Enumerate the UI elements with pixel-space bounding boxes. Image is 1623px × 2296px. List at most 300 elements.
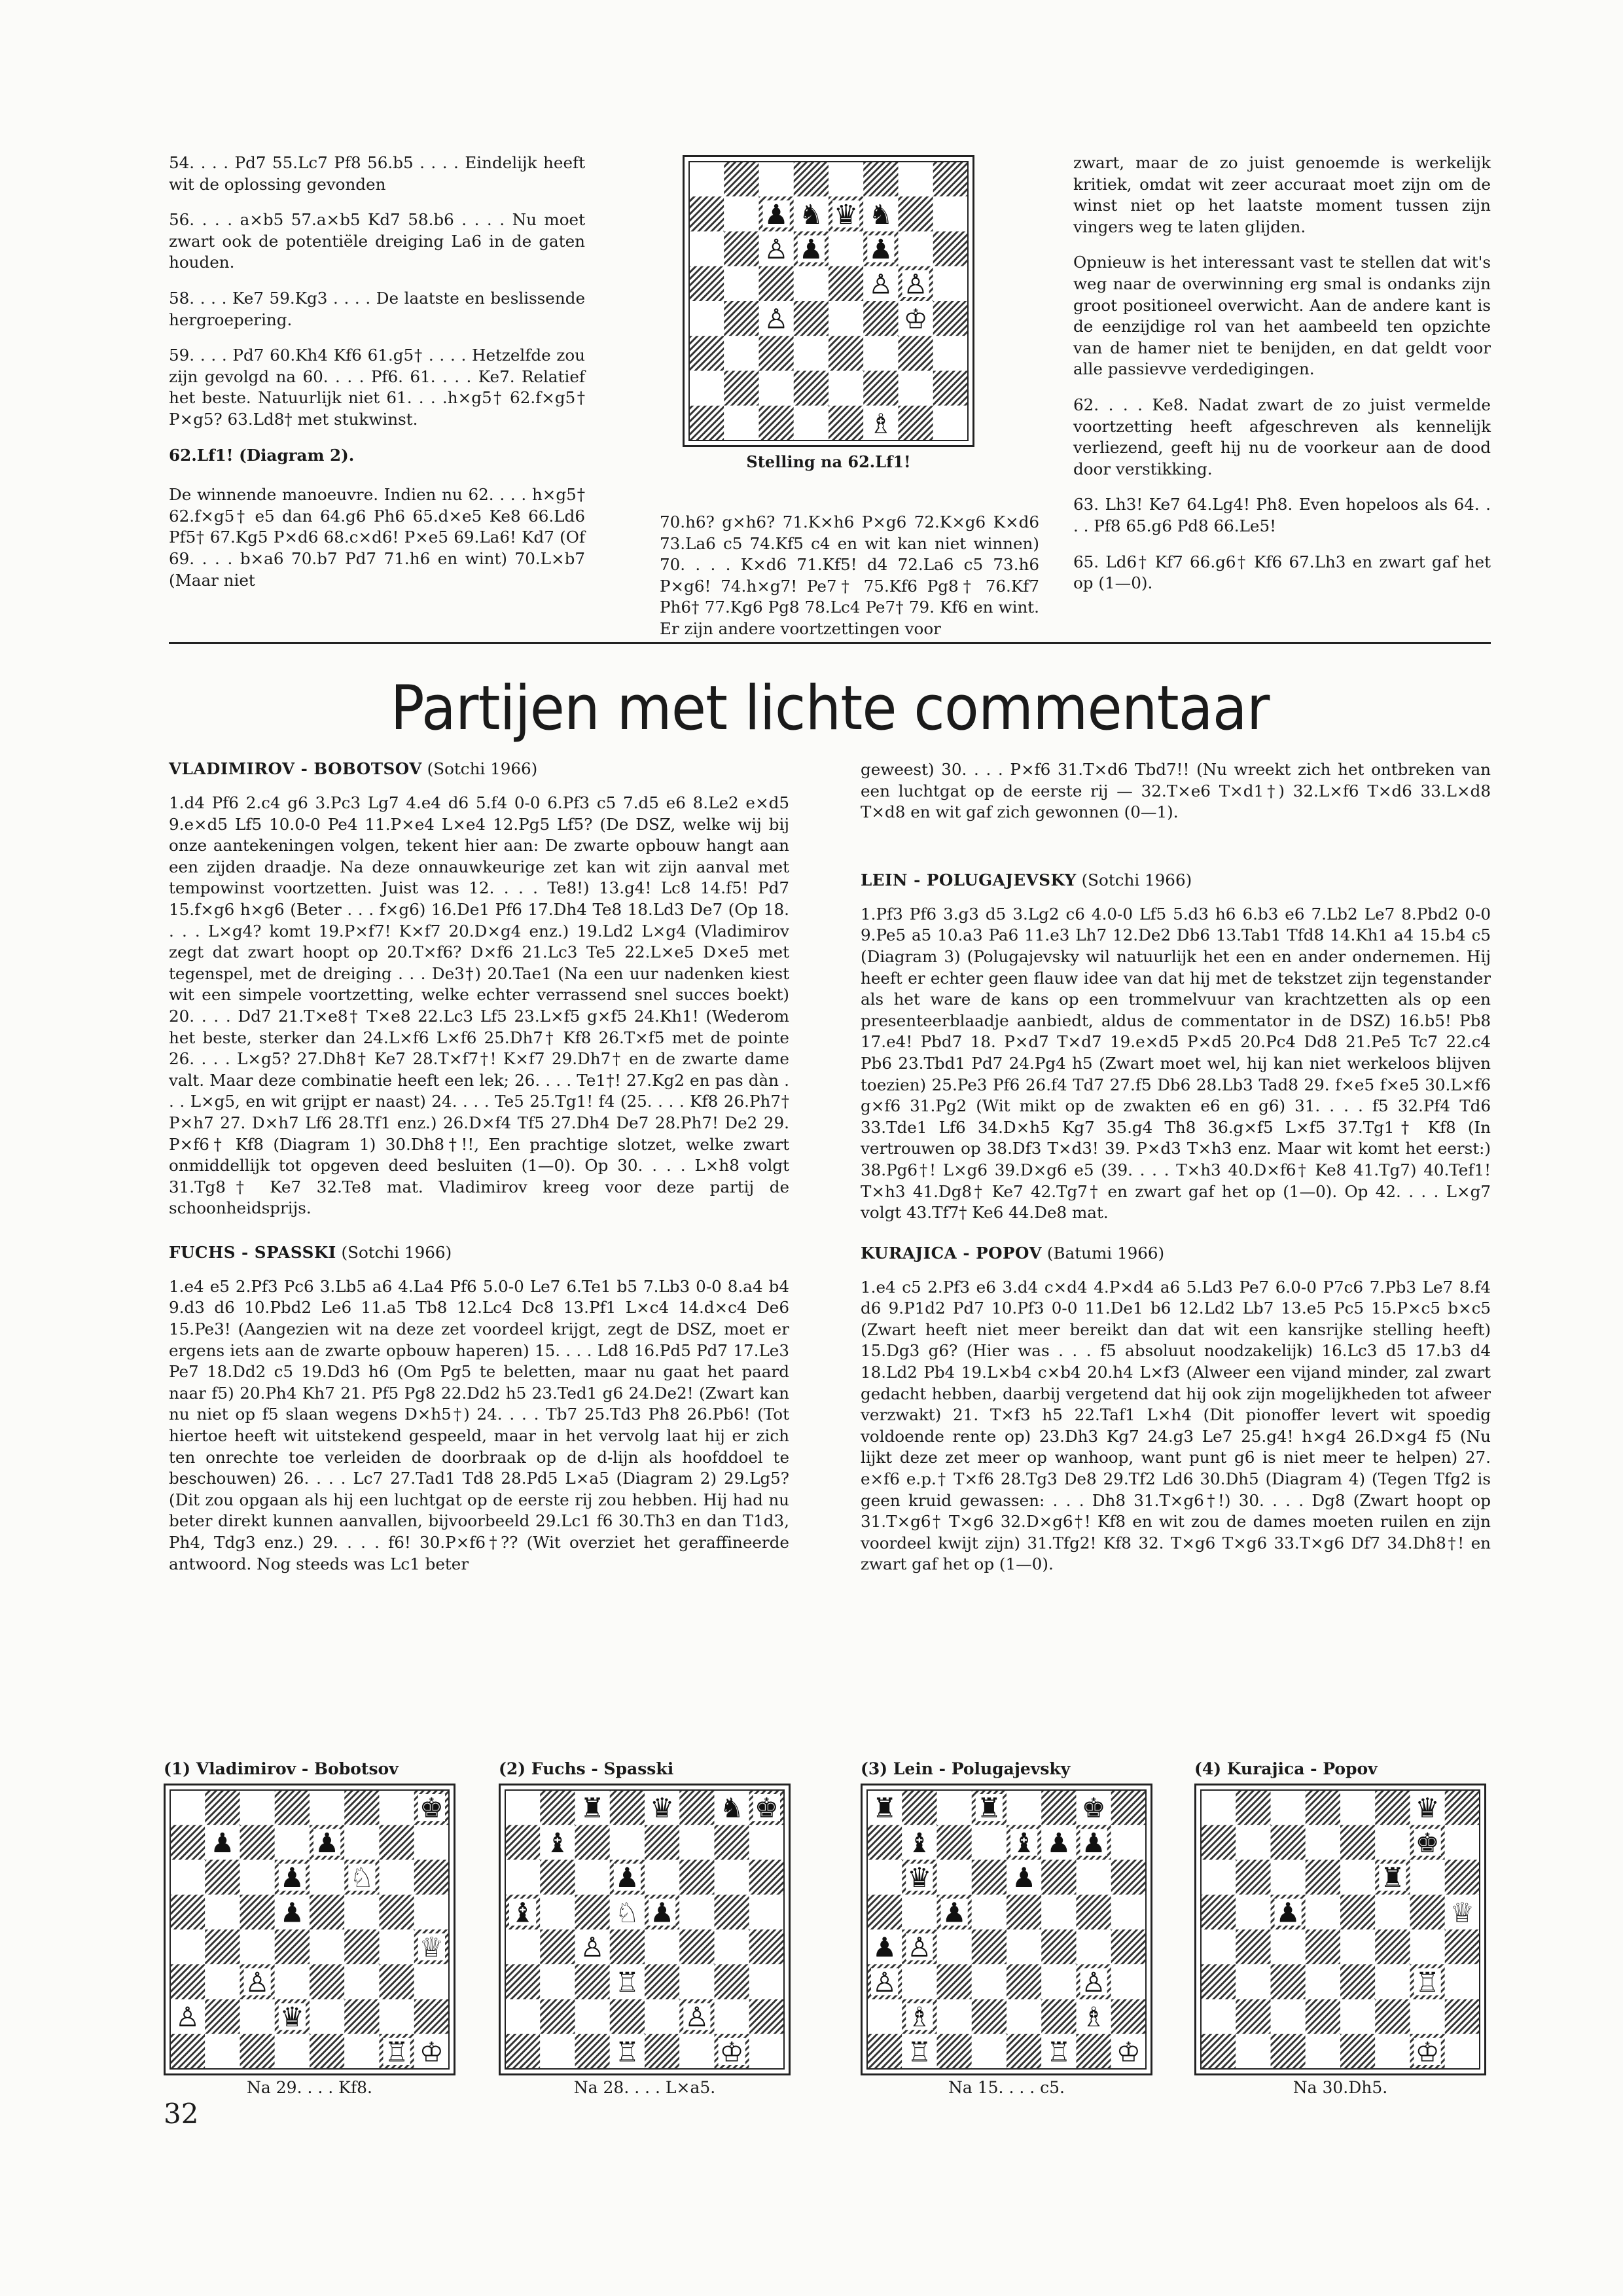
dark-square bbox=[1306, 1860, 1340, 1895]
light-square bbox=[310, 1860, 344, 1895]
dark-square bbox=[1236, 1929, 1270, 1964]
chess-piece-icon: ♕ bbox=[419, 1931, 444, 1964]
light-square bbox=[310, 1790, 344, 1825]
chess-board-2 bbox=[499, 1784, 791, 2075]
dark-square bbox=[1236, 1860, 1270, 1895]
dark-square bbox=[759, 266, 794, 301]
dark-square bbox=[829, 406, 863, 440]
light-square bbox=[679, 1964, 714, 1999]
top-column-middle bbox=[660, 512, 1039, 655]
chess-piece-icon: ♙ bbox=[245, 1965, 270, 1998]
dark-square bbox=[610, 1929, 645, 1964]
light-square bbox=[240, 1860, 275, 1895]
diagram-title: (1) Vladimirov - Bobotsov bbox=[164, 1759, 399, 1778]
light-square bbox=[899, 371, 933, 406]
light-square bbox=[380, 1790, 414, 1825]
chess-piece-icon: ♘ bbox=[349, 1861, 374, 1894]
light-square bbox=[380, 1929, 414, 1964]
diagram-2 bbox=[499, 1759, 791, 2097]
dark-square bbox=[575, 1964, 610, 1999]
light-square bbox=[867, 2000, 902, 2034]
dark-square bbox=[170, 1895, 205, 1929]
game-text: 1.Pf3 Pf6 3.g3 d5 3.Lg2 c6 4.0-0 Lf5 5.d3 h6 6.b3 e6 7.Lb2 Le7 8.Pbd2 0-0 9.Pe5 a5 10.a3 Pa6 11.e3 Lh7 12.De2 Db6 13.Tab1 Tfd8 14.Kh1 a4 15.b4 c5 (Diagram 3) (Polugajevsky wil natuurlijk het een en ander ondernemen. Hij heeft er echter geen flauw idee van dat hij met de tekstzet zijn tegenstander als het ware de kans op een trommelvuur van krachtzetten als op een presenteerblaadje aanbiedt, aldus de commentator in de DSZ) 16.b5! Pb8 17.e4! Pbd7 18. P×d7 T×d7 19.e×d5 P×d5 20.Pc4 Dd8 21.Pe5 Tc7 22.c4 Pb6 23.Tbd1 Pd7 24.Pg4 h5 (Zwart moet wel, hij kan niet werkeloos blijven toezien) 25.Pe3 Pf6 26.f4 Td7 27.f5 Db6 28.Lb3 Tad8 29. f×e5 f×e5 30.L×f6 g×f6 31.Pg2 (Wit mikt op de zwakten e6 en g6) 31. . . . f5 32.Pf4 Td6 33.Tde1 Lf6 34.D×h5 Kg7 35.g4 Th8 36.g×f5 L×f5 37.Tg1† Kf8 (In vertrouwen op 38.Df3 T×d3! 39. P×d3 T×h3 enz. Maar wit komt het eerst:) 38.Pg6†! L×g6 39.D×g6 e5 (39. . . . T×h3 40.D×f6† Ke8 41.Tg7) 40.Tef1! T×h3 41.Dg8† Ke7 42.Tg7† en zwart gaf het op (1—0). Op 42. . . . L×g7 volgt 43.Tf7† Ke6 44.De8 mat. bbox=[861, 904, 1491, 1223]
chess-piece-icon: ♝ bbox=[545, 1826, 570, 1859]
dark-square bbox=[1445, 1790, 1480, 1825]
light-square bbox=[724, 336, 758, 370]
light-square bbox=[689, 301, 724, 336]
chess-piece-icon: ♙ bbox=[903, 268, 928, 300]
dark-square bbox=[1375, 1929, 1410, 1964]
paragraph: 59. . . . Pd7 60.Kh4 Kf6 61.g5† . . . . Hetzelfde zou zijn gevolgd na 60. . . . Pf6. 61. . . . Ke7. Relatief het beste. Natuurlijk niet 61. . . .h×g5† 62.f×g5† P×g5? 63.Ld8† met stukwinst. bbox=[169, 346, 585, 429]
dark-square bbox=[575, 2034, 610, 2069]
chess-piece-icon: ♛ bbox=[1415, 1791, 1440, 1824]
light-square bbox=[899, 162, 933, 196]
light-square bbox=[414, 1825, 449, 1859]
dark-square bbox=[794, 301, 829, 336]
dark-square bbox=[937, 1825, 972, 1859]
chess-piece-icon: ♖ bbox=[384, 2036, 409, 2068]
chess-piece-icon: ♜ bbox=[872, 1791, 897, 1824]
paragraph: 62. . . . Ke8. Nadat zwart de zo juist vermelde voortzetting heeft afgeschreven als kennelijk verliezend, geeft hij nu de voorkeur aan de dood door verstikking. bbox=[1073, 395, 1491, 478]
dark-square bbox=[1445, 1929, 1480, 1964]
light-square bbox=[937, 1860, 972, 1895]
dark-square bbox=[724, 371, 758, 406]
dark-square bbox=[1271, 2034, 1306, 2069]
light-square bbox=[240, 2000, 275, 2034]
light-square bbox=[1340, 1860, 1375, 1895]
chess-piece-icon: ♜ bbox=[976, 1791, 1001, 1824]
page-heading: Partijen met lichte commentaar bbox=[390, 673, 1270, 744]
dark-square bbox=[829, 336, 863, 370]
chess-piece-icon: ♟ bbox=[1275, 1896, 1300, 1929]
dark-square bbox=[1445, 2000, 1480, 2034]
dark-square bbox=[240, 1825, 275, 1859]
chess-piece-icon: ♛ bbox=[650, 1791, 675, 1824]
dark-square bbox=[645, 1825, 679, 1859]
chess-piece-icon: ♟ bbox=[764, 198, 789, 230]
light-square bbox=[1445, 2034, 1480, 2069]
dark-square bbox=[1041, 1790, 1076, 1825]
chess-piece-icon: ♙ bbox=[764, 302, 789, 335]
dark-square bbox=[1111, 2000, 1146, 2034]
light-square bbox=[1340, 2000, 1375, 2034]
light-square bbox=[205, 1964, 240, 1999]
dark-square bbox=[380, 1895, 414, 1929]
light-square bbox=[1077, 1860, 1111, 1895]
dark-square bbox=[1201, 1964, 1236, 1999]
light-square bbox=[1375, 1825, 1410, 1859]
light-square bbox=[724, 266, 758, 301]
light-square bbox=[899, 232, 933, 266]
dark-square bbox=[1201, 1825, 1236, 1859]
dark-square bbox=[1077, 2034, 1111, 2069]
chess-piece-icon: ♟ bbox=[279, 1861, 304, 1894]
page-number: 32 bbox=[164, 2098, 199, 2130]
chess-board-3 bbox=[861, 1784, 1152, 2075]
light-square bbox=[1007, 2000, 1041, 2034]
dark-square bbox=[540, 1790, 575, 1825]
light-square bbox=[1111, 1964, 1146, 1999]
light-square bbox=[749, 2034, 784, 2069]
chess-piece-icon: ♟ bbox=[942, 1896, 967, 1929]
light-square bbox=[724, 406, 758, 440]
dark-square bbox=[972, 2000, 1007, 2034]
dark-square bbox=[715, 1825, 749, 1859]
chess-piece-icon: ♔ bbox=[719, 2036, 744, 2068]
light-square bbox=[863, 336, 898, 370]
paragraph: 62.Lf1! (Diagram 2). bbox=[169, 445, 355, 465]
dark-square bbox=[1201, 1895, 1236, 1929]
dark-square bbox=[1340, 1825, 1375, 1859]
diagram-caption: Na 29. . . . Kf8. bbox=[247, 2078, 372, 2097]
chess-board-1 bbox=[164, 1784, 455, 2075]
dark-square bbox=[867, 2034, 902, 2069]
chess-piece-icon: ♝ bbox=[907, 1826, 932, 1859]
dark-square bbox=[205, 1929, 240, 1964]
chess-piece-icon: ♗ bbox=[1081, 2001, 1106, 2034]
game-title: KURAJICA - POPOV (Batumi 1966) bbox=[861, 1243, 1165, 1263]
light-square bbox=[937, 2000, 972, 2034]
light-square bbox=[344, 1825, 379, 1859]
dark-square bbox=[899, 336, 933, 370]
light-square bbox=[829, 162, 863, 196]
light-square bbox=[679, 2034, 714, 2069]
dark-square bbox=[575, 1825, 610, 1859]
light-square bbox=[170, 1860, 205, 1895]
dark-square bbox=[749, 2000, 784, 2034]
light-square bbox=[1306, 1895, 1340, 1929]
chess-piece-icon: ♙ bbox=[872, 1965, 897, 1998]
chess-piece-icon: ♖ bbox=[1046, 2036, 1071, 2068]
paragraph: 65. Ld6† Kf7 66.g6† Kf6 67.Lh3 en zwart gaf het op (1—0). bbox=[1073, 552, 1491, 593]
game-title: VLADIMIROV - BOBOTSOV (Sotchi 1966) bbox=[169, 759, 538, 778]
dark-square bbox=[794, 371, 829, 406]
diagram-4 bbox=[1194, 1759, 1486, 2097]
light-square bbox=[1201, 1860, 1236, 1895]
paragraph: zwart, maar de zo juist genoemde is werkelijk kritiek, omdat wit zeer accuraat moet zijn om de winst niet op het laatste moment tussen zijn vingers weg te laten glijden. bbox=[1073, 153, 1491, 236]
dark-square bbox=[1410, 1895, 1445, 1929]
light-square bbox=[715, 1929, 749, 1964]
light-square bbox=[645, 1860, 679, 1895]
diagram-caption: Na 30.Dh5. bbox=[1293, 2078, 1388, 2097]
game-text: 1.e4 c5 2.Pf3 e6 3.d4 c×d4 4.P×d4 a6 5.Ld3 Pe7 6.0-0 P7c6 7.Pb3 Le7 8.f4 d6 9.P1d2 Pd7 10.Pf3 0-0 11.De1 b6 12.Ld2 Lb7 13.e5 Pc5 15.P×c5 b×c5 (Zwart heeft niet meer bereikt dan dat wit een kansrijke stelling heeft) 15.Dg3 g6? (Hier was . . . f5 absoluut noodzakelijk) 16.Lc3 d5 17.b3 d4 18.Ld2 Pb4 19.L×b4 c×b4 20.h4 L×f3 (Alweer een vijand minder, zal zwart gedacht hebben, daarbij vergetend dat hij ook zijn mogelijkheden tot afweer verzwakt) 21. T×f3 h5 22.Taf1 L×h4 (Dit pionoffer levert wit spoedig voldoende rente op) 23.Dh3 Kg7 24.g3 Le7 25.g4! h×g4 26.D×g4 f5 (Nu lijkt deze zet meer op wanhoop, want punt g6 is niet meer te helpen) 27. e×f6 e.p.† T×f6 28.Tg3 De8 29.Tf2 Ld6 30.Dh5 (Diagram 4) (Tegen Tfg2 is geen kruid gewassen: . . . Dh8 31.T×g6†!) 30. . . . Dg8 (Zwart hoopt op 31.T×g6† T×g6 32.D×g6†! Kf8 en wit zou de dames moeten ruilen en zijn voordeel kwijt zijn) 31.Tfg2! Kf8 32. T×g6 T×g6 33.T×g6 Df7 34.Dh8†! en zwart gaf het op (1—0). bbox=[861, 1277, 1491, 1574]
diagram-title: (2) Fuchs - Spasski bbox=[499, 1759, 674, 1778]
light-square bbox=[679, 1895, 714, 1929]
dark-square bbox=[505, 1964, 540, 1999]
dark-square bbox=[275, 1929, 310, 1964]
dark-square bbox=[1340, 2034, 1375, 2069]
light-square bbox=[540, 1895, 575, 1929]
paragraph: 56. . . . a×b5 57.a×b5 Kd7 58.b6 . . . . Nu moet zwart ook de potentiële dreiging La6 in de gaten houden. bbox=[169, 210, 585, 272]
light-square bbox=[540, 2034, 575, 2069]
diagram-3 bbox=[861, 1759, 1152, 2097]
light-square bbox=[1340, 1929, 1375, 1964]
chess-piece-icon: ♟ bbox=[798, 233, 823, 266]
dark-square bbox=[1236, 1790, 1270, 1825]
light-square bbox=[689, 162, 724, 196]
light-square bbox=[1271, 1929, 1306, 1964]
dark-square bbox=[645, 1964, 679, 1999]
dark-square bbox=[1007, 2034, 1041, 2069]
light-square bbox=[1375, 1895, 1410, 1929]
light-square bbox=[1111, 1895, 1146, 1929]
dark-square bbox=[540, 2000, 575, 2034]
dark-square bbox=[170, 1825, 205, 1859]
chess-piece-icon: ♛ bbox=[279, 2001, 304, 2034]
chess-piece-icon: ♜ bbox=[1380, 1861, 1405, 1894]
dark-square bbox=[1340, 1895, 1375, 1929]
chess-piece-icon: ♝ bbox=[1012, 1826, 1037, 1859]
light-square bbox=[1445, 1825, 1480, 1859]
light-square bbox=[414, 1895, 449, 1929]
light-square bbox=[759, 162, 794, 196]
dark-square bbox=[240, 2034, 275, 2069]
light-square bbox=[505, 1790, 540, 1825]
dark-square bbox=[1041, 1860, 1076, 1895]
dark-square bbox=[715, 1895, 749, 1929]
paragraph: 58. . . . Ke7 59.Kg3 . . . . De laatste en beslissende hergroepering. bbox=[169, 288, 585, 329]
lower-column-left bbox=[169, 759, 789, 1589]
dark-square bbox=[205, 1860, 240, 1895]
dark-square bbox=[759, 406, 794, 440]
chess-piece-icon: ♖ bbox=[615, 2036, 639, 2068]
light-square bbox=[829, 232, 863, 266]
dark-square bbox=[933, 162, 968, 196]
light-square bbox=[205, 1895, 240, 1929]
dark-square bbox=[205, 1790, 240, 1825]
light-square bbox=[310, 1929, 344, 1964]
dark-square bbox=[1111, 1860, 1146, 1895]
dark-square bbox=[867, 1825, 902, 1859]
dark-square bbox=[1271, 1825, 1306, 1859]
light-square bbox=[1271, 1860, 1306, 1895]
dark-square bbox=[380, 1964, 414, 1999]
dark-square bbox=[1077, 1895, 1111, 1929]
light-square bbox=[1271, 1790, 1306, 1825]
dark-square bbox=[829, 266, 863, 301]
board-caption: Stelling na 62.Lf1! bbox=[746, 452, 911, 471]
chess-piece-icon: ♗ bbox=[868, 407, 893, 440]
dark-square bbox=[170, 2034, 205, 2069]
chess-piece-icon: ♚ bbox=[754, 1791, 779, 1824]
light-square bbox=[344, 1964, 379, 1999]
chess-piece-icon: ♕ bbox=[1450, 1896, 1474, 1929]
chess-piece-icon: ♟ bbox=[279, 1896, 304, 1929]
dark-square bbox=[310, 1964, 344, 1999]
dark-square bbox=[724, 162, 758, 196]
light-square bbox=[794, 266, 829, 301]
chess-piece-icon: ♟ bbox=[650, 1896, 675, 1929]
chess-piece-icon: ♟ bbox=[1012, 1861, 1037, 1894]
top-board-figure bbox=[683, 155, 974, 471]
chess-piece-icon: ♛ bbox=[907, 1861, 932, 1894]
dark-square bbox=[505, 1825, 540, 1859]
dark-square bbox=[1375, 1790, 1410, 1825]
light-square bbox=[1445, 1964, 1480, 1999]
paragraph: 63. Lh3! Ke7 64.Lg4! Ph8. Even hopeloos als 64. . . . Pf8 65.g6 Pd8 66.Le5! bbox=[1073, 495, 1491, 535]
paragraph: De winnende manoeuvre. Indien nu 62. . . . h×g5† 62.f×g5† e5 dan 64.g6 Ph6 65.d×e5 Ke8 66.Ld6 Pf5† 67.Kg5 P×d6 68.c×d6! P×e5 69.La6! Kd7 (Of 69. . . . b×a6 70.b7 Pd7 71.h6 en wint) 70.L×b7 (Maar niet bbox=[169, 485, 585, 590]
dark-square bbox=[1236, 2000, 1270, 2034]
light-square bbox=[275, 1825, 310, 1859]
light-square bbox=[749, 1895, 784, 1929]
top-column-left bbox=[169, 152, 585, 605]
light-square bbox=[1201, 1790, 1236, 1825]
light-square bbox=[933, 196, 968, 231]
dark-square bbox=[679, 1860, 714, 1895]
light-square bbox=[749, 1825, 784, 1859]
dark-square bbox=[759, 336, 794, 370]
dark-square bbox=[1111, 1790, 1146, 1825]
chess-piece-icon: ♟ bbox=[615, 1861, 639, 1894]
dark-square bbox=[414, 2000, 449, 2034]
dark-square bbox=[414, 1860, 449, 1895]
dark-square bbox=[715, 1964, 749, 1999]
diagram-caption: Na 15. . . . c5. bbox=[948, 2078, 1065, 2097]
chess-board-top bbox=[683, 155, 974, 447]
dark-square bbox=[679, 1929, 714, 1964]
chess-piece-icon: ♙ bbox=[685, 2001, 709, 2034]
dark-square bbox=[575, 1895, 610, 1929]
chess-piece-icon: ♙ bbox=[1081, 1965, 1106, 1998]
dark-square bbox=[863, 162, 898, 196]
light-square bbox=[575, 1860, 610, 1895]
light-square bbox=[310, 2000, 344, 2034]
light-square bbox=[867, 1860, 902, 1895]
dark-square bbox=[645, 2034, 679, 2069]
chess-piece-icon: ♞ bbox=[719, 1791, 744, 1824]
light-square bbox=[689, 232, 724, 266]
chess-piece-icon: ♙ bbox=[907, 1931, 932, 1964]
dark-square bbox=[689, 336, 724, 370]
light-square bbox=[645, 2000, 679, 2034]
dark-square bbox=[1111, 1929, 1146, 1964]
light-square bbox=[829, 301, 863, 336]
dark-square bbox=[344, 1929, 379, 1964]
chess-piece-icon: ♖ bbox=[907, 2036, 932, 2068]
light-square bbox=[933, 336, 968, 370]
light-square bbox=[414, 1964, 449, 1999]
dark-square bbox=[344, 1790, 379, 1825]
light-square bbox=[1306, 1825, 1340, 1859]
dark-square bbox=[1306, 1790, 1340, 1825]
dark-square bbox=[933, 301, 968, 336]
diagram-1 bbox=[164, 1759, 455, 2097]
light-square bbox=[275, 1964, 310, 1999]
light-square bbox=[689, 371, 724, 406]
dark-square bbox=[240, 1895, 275, 1929]
paragraph: Opnieuw is het interessant vast te stellen dat wit's weg naar de overwinning erg smal is ondanks zijn groot positioneel overwicht. Aan de andere kant is de eenzijdige rol van het aambeeld ten opzichte van de hamer niet te benijden, en dat geldt voor alle passievve verdedigingen. bbox=[1073, 253, 1491, 379]
paragraph: 54. . . . Pd7 55.Lc7 Pf8 56.b5 . . . . Eindelijk heeft wit de oplossing gevonden bbox=[169, 153, 585, 194]
game-text: 1.d4 Pf6 2.c4 g6 3.Pc3 Lg7 4.e4 d6 5.f4 0-0 6.Pf3 c5 7.d5 e6 8.Le2 e×d5 9.e×d5 Lf5 10.0-0 Pe4 11.P×e4 L×e4 12.Pg5 Lf5? (De DSZ, welke wij bij onze aantekeningen volgen, tekent hier aan: De zwarte opbouw hangt aan een zijden draadje. Na deze onnauwkeurige zet kan wit zijn aanval met tempowinst voortzetten. Juist was 12. . . . Te8!) 13.g4! Lc8 14.f5! Pd7 15.f×g6 h×g6 (Beter . . . f×g6) 16.De1 Pf6 17.Dh4 Te8 18.Ld3 De7 (Op 18. . . . L×g4? komt 19.P×f7! K×f7 20.D×g4 enz.) 19.Ld2 L×g4 (Vladimirov zegt dat zwart hoopt op 20.T×f6? D×f6 21.Lc3 Te5 22.L×e5 D×e5 met tegenspel, met de dreiging . . . De3†) 20.Tae1 (Na een uur nadenken kiest wit een simpele voortzetting, welke echter verrassend snel succes boekt) 20. . . . Dd7 21.T×e8† T×e8 22.Lc3 Lf5 23.L×f5 g×f5 24.Kh1! (Wederom het beste, sterker dan 24.L×f6 L×f6 25.Dh7† Kf8 26.T×f5 met de pointe 26. . . . L×g5? 27.Dh8† Ke7 28.T×f7†! K×f7 29.Dh7† en de zwarte dame valt. Maar deze combinatie heeft een lek; 26. . . . Te1†! 27.Kg2 en pas dàn . . . L×g5, en wit grijpt er naast) 24. . . . Te5 25.Tg1! f4 (25. . . . Kf8 26.Ph7† P×h7 27. D×h7 Lf6 28.Tf1 enz.) 26.D×f4 Tf5 27.Dh4 De7 28.Ph7! De2 29. P×f6† Kf8 (Diagram 1) 30.Dh8†!!, Een prachtige slotzet, welke zwart onmiddellijk tot opgeven deed besluiten (1—0). Op 30. . . . L×h8 volgt 31.Tg8† Ke7 32.Te8 mat. Vladimirov kreeg voor deze partij de schoonheidsprijs. bbox=[169, 793, 789, 1218]
dark-square bbox=[380, 1825, 414, 1859]
dark-square bbox=[933, 371, 968, 406]
chess-piece-icon: ♖ bbox=[615, 1965, 639, 1998]
light-square bbox=[902, 1895, 936, 1929]
chess-piece-icon: ♘ bbox=[615, 1896, 639, 1929]
dark-square bbox=[1201, 2034, 1236, 2069]
dark-square bbox=[749, 1929, 784, 1964]
dark-square bbox=[937, 2034, 972, 2069]
light-square bbox=[902, 1964, 936, 1999]
dark-square bbox=[972, 1929, 1007, 1964]
light-square bbox=[505, 1929, 540, 1964]
light-square bbox=[1007, 1790, 1041, 1825]
chess-piece-icon: ♟ bbox=[868, 233, 893, 266]
chess-piece-icon: ♖ bbox=[1415, 1965, 1440, 1998]
light-square bbox=[1201, 2000, 1236, 2034]
dark-square bbox=[310, 2034, 344, 2069]
light-square bbox=[829, 371, 863, 406]
chess-piece-icon: ♟ bbox=[210, 1826, 235, 1859]
chess-piece-icon: ♟ bbox=[315, 1826, 340, 1859]
dark-square bbox=[1306, 2000, 1340, 2034]
light-square bbox=[937, 1929, 972, 1964]
light-square bbox=[540, 1964, 575, 1999]
light-square bbox=[794, 406, 829, 440]
dark-square bbox=[749, 1860, 784, 1895]
light-square bbox=[1201, 1929, 1236, 1964]
chess-piece-icon: ♔ bbox=[903, 302, 928, 335]
light-square bbox=[1041, 1964, 1076, 1999]
dark-square bbox=[1041, 2000, 1076, 2034]
light-square bbox=[972, 2034, 1007, 2069]
dark-square bbox=[937, 1964, 972, 1999]
chess-piece-icon: ♚ bbox=[419, 1791, 444, 1824]
light-square bbox=[1236, 2034, 1270, 2069]
light-square bbox=[1236, 1964, 1270, 1999]
game-title: LEIN - POLUGAJEVSKY (Sotchi 1966) bbox=[861, 870, 1192, 889]
light-square bbox=[937, 1790, 972, 1825]
dark-square bbox=[1375, 2000, 1410, 2034]
light-square bbox=[1410, 1860, 1445, 1895]
dark-square bbox=[689, 196, 724, 231]
light-square bbox=[724, 196, 758, 231]
chess-piece-icon: ♙ bbox=[764, 233, 789, 266]
chess-piece-icon: ♔ bbox=[1415, 2036, 1440, 2068]
chess-piece-icon: ♙ bbox=[868, 268, 893, 300]
chess-piece-icon: ♚ bbox=[1081, 1791, 1106, 1824]
light-square bbox=[1111, 1825, 1146, 1859]
chess-piece-icon: ♟ bbox=[1081, 1826, 1106, 1859]
dark-square bbox=[610, 1790, 645, 1825]
dark-square bbox=[899, 406, 933, 440]
dark-square bbox=[794, 162, 829, 196]
chess-board-4 bbox=[1194, 1784, 1486, 2075]
chess-piece-icon: ♟ bbox=[872, 1931, 897, 1964]
dark-square bbox=[899, 196, 933, 231]
light-square bbox=[240, 1929, 275, 1964]
dark-square bbox=[867, 1895, 902, 1929]
light-square bbox=[1375, 2034, 1410, 2069]
light-square bbox=[205, 2034, 240, 2069]
dark-square bbox=[1041, 1929, 1076, 1964]
dark-square bbox=[610, 2000, 645, 2034]
light-square bbox=[794, 336, 829, 370]
light-square bbox=[1236, 1895, 1270, 1929]
light-square bbox=[380, 2000, 414, 2034]
chess-piece-icon: ♚ bbox=[1415, 1826, 1440, 1859]
chess-piece-icon: ♛ bbox=[834, 198, 859, 230]
game-title: FUCHS - SPASSKI (Sotchi 1966) bbox=[169, 1242, 452, 1262]
game-text: 1.e4 e5 2.Pf3 Pc6 3.Lb5 a6 4.La4 Pf6 5.0-0 Le7 6.Te1 b5 7.Lb3 0-0 8.a4 b4 9.d3 d6 10.Pbd2 Le6 11.a5 Tb8 12.Lc4 Dc8 13.Pf1 L×c4 14.d×c4 De6 15.Pe3! (Aangezien wit na deze zet voordeel krijgt, zegt de DSZ, moet er ergens iets aan de zwarte opbouw haperen) 15. . . . Ld8 16.Pd5 Pd7 17.Le3 Pe7 18.Dd2 c5 19.Dd3 h6 (Om Pg5 te beletten, maar nu gaat het paard naar f5) 20.Ph4 Kh7 21. Pf5 Pg8 22.Dd2 h5 23.Ted1 g6 24.De2! (Zwart kan nu niet op f5 slaan wegens D×h5†) 24. . . . Tb7 25.Td3 Ph8 26.Pb6! (Tot hiertoe heeft wit uitstekend gespeeld, maar in het vervolg laat hij er zich ten onrechte toe verleiden de doorbraak op de d-lijn als hoofddoel te beschouwen) 26. . . . Lc7 27.Tad1 Td8 28.Pd5 L×a5 (Diagram 2) 29.Lg5? (Dit zou opgaan als hij een luchtgat op de eerste rij zou hebben. Hij had nu beter direkt kunnen aanvallen, bijvoorbeeld 29.Lc1 f6 30.Th3 en dan T1d3, Ph4, Tdg3 enz.) 29. . . . f6! 30.P×f6†?? (Wit overziet het geraffineerde antwoord. Nog steeds was Lc1 beter bbox=[169, 1276, 789, 1573]
light-square bbox=[715, 2000, 749, 2034]
light-square bbox=[1271, 2000, 1306, 2034]
diagram-title: (3) Lein - Polugajevsky bbox=[861, 1759, 1071, 1778]
dark-square bbox=[344, 2000, 379, 2034]
light-square bbox=[1410, 2000, 1445, 2034]
dark-square bbox=[1007, 1895, 1041, 1929]
chess-piece-icon: ♔ bbox=[1116, 2036, 1141, 2068]
